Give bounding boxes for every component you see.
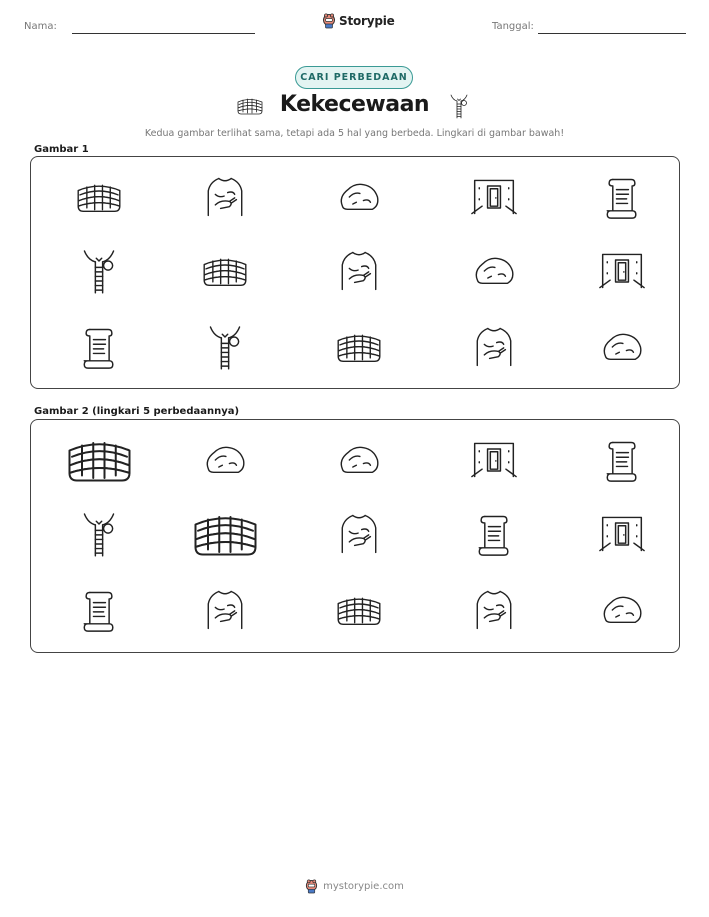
brand-name: Storypie	[339, 14, 395, 28]
picture-2-panel[interactable]	[30, 419, 680, 653]
stone-icon[interactable]	[203, 442, 247, 478]
throat-lump-icon	[79, 247, 119, 295]
scroll-icon	[80, 324, 118, 370]
brand-logo	[322, 13, 395, 29]
chest-pain-icon[interactable]	[203, 588, 247, 632]
page-title: Kekecewaan	[279, 92, 430, 117]
blanket-icon	[333, 330, 385, 365]
scroll-icon	[603, 174, 641, 220]
blanket-icon	[199, 254, 251, 289]
scroll-icon[interactable]	[603, 437, 641, 483]
name-field[interactable]	[72, 33, 255, 34]
door-room-icon	[471, 176, 517, 218]
storypie-mascot-icon	[305, 879, 318, 894]
instructions: Kedua gambar terlihat sama, tetapi ada 5 hal yang berbeda. Lingkari di gambar bawah!	[144, 128, 565, 139]
door-room-icon	[599, 250, 645, 292]
door-room-icon[interactable]	[599, 513, 645, 555]
chest-pain-icon	[472, 325, 516, 369]
throat-icon	[448, 93, 470, 123]
activity-badge: CARI PERBEDAAN	[295, 66, 413, 89]
scroll-icon[interactable]	[475, 511, 513, 557]
chest-pain-icon[interactable]	[337, 512, 381, 556]
chest-pain-icon	[337, 249, 381, 293]
stone-icon[interactable]	[600, 592, 644, 628]
chest-pain-icon[interactable]	[472, 588, 516, 632]
name-label: Nama:	[24, 21, 57, 32]
storypie-mascot-icon	[322, 13, 336, 29]
stone-icon	[337, 179, 381, 215]
stone-icon[interactable]	[337, 442, 381, 478]
footer-url: mystorypie.com	[323, 881, 404, 892]
blanket-icon[interactable]	[333, 593, 385, 628]
picture-1-panel	[30, 156, 680, 389]
throat-lump-icon	[205, 323, 245, 371]
stone-icon	[600, 329, 644, 365]
date-field[interactable]	[538, 33, 686, 34]
section-2-label: Gambar 2 (lingkari 5 perbedaannya)	[34, 406, 240, 417]
throat-lump-icon[interactable]	[79, 510, 119, 558]
stone-icon	[472, 253, 516, 289]
door-room-icon[interactable]	[471, 439, 517, 481]
chest-pain-icon	[203, 175, 247, 219]
blanket-icon[interactable]	[188, 509, 263, 560]
section-1-label: Gambar 1	[34, 144, 89, 155]
scroll-icon[interactable]	[80, 587, 118, 633]
footer	[0, 879, 709, 894]
blanket-icon	[73, 180, 125, 215]
date-label: Tanggal:	[492, 21, 534, 32]
blanket-icon[interactable]	[62, 435, 137, 486]
